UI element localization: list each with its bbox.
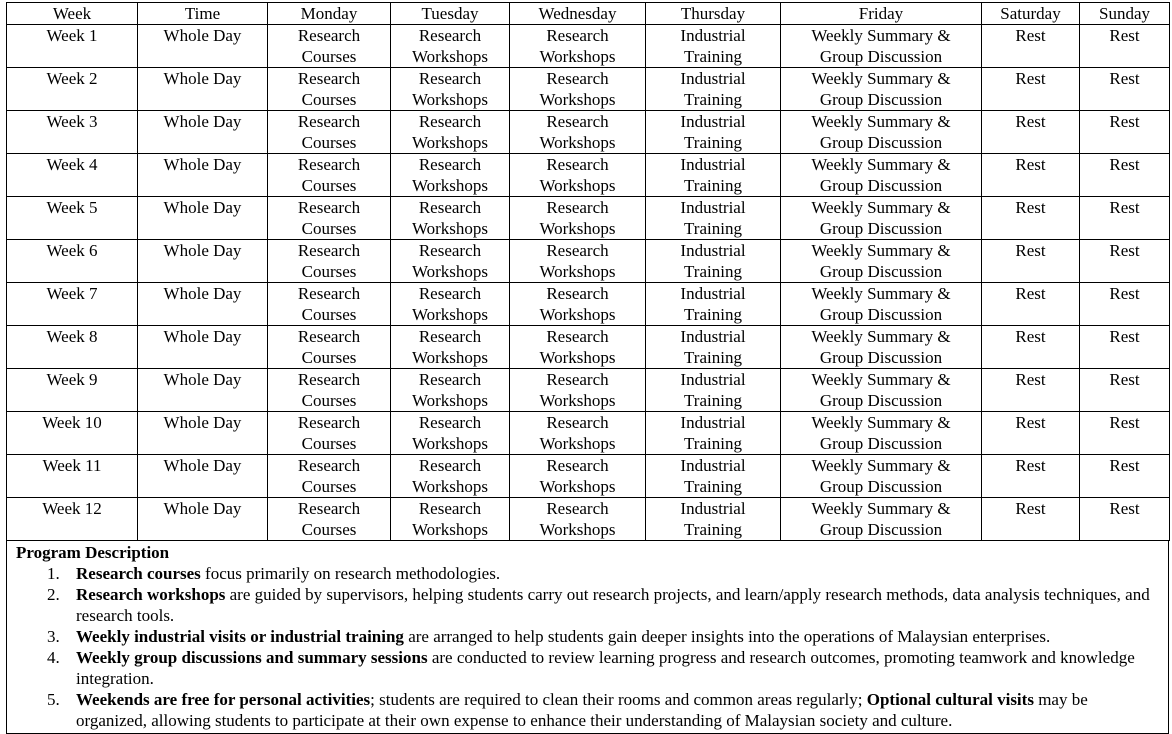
cell-time: Whole Day	[138, 412, 268, 455]
cell-time: Whole Day	[138, 25, 268, 68]
cell-wednesday	[510, 369, 646, 412]
cell-monday	[268, 455, 391, 498]
cell-wednesday	[510, 240, 646, 283]
cell-line: Workshops	[539, 176, 616, 195]
cell-monday	[268, 498, 391, 541]
item-text: focus primarily on research methodologies.	[200, 564, 501, 583]
cell-line: Group Discussion	[819, 47, 943, 66]
cell-sunday: Rest	[1080, 154, 1170, 197]
cell-line: Industrial	[680, 69, 746, 88]
item-number: 4.	[47, 648, 60, 667]
column-header-week: Week	[7, 3, 138, 25]
cell-week: Week 1	[7, 25, 138, 68]
table-row	[7, 68, 1170, 111]
cell-friday	[781, 68, 982, 111]
cell-thursday	[646, 154, 781, 197]
cell-saturday: Rest	[982, 412, 1080, 455]
cell-saturday: Rest	[982, 25, 1080, 68]
cell-line: Group Discussion	[819, 176, 943, 195]
cell-line: Industrial	[680, 370, 746, 389]
item-highlight: Weekly group discussions and summary sessions	[76, 648, 428, 667]
cell-line: Industrial	[680, 155, 746, 174]
cell-line: Research	[297, 327, 361, 346]
cell-line: Research	[418, 284, 482, 303]
cell-line: Training	[684, 520, 742, 539]
description-item	[7, 689, 1168, 731]
cell-tuesday	[391, 240, 510, 283]
item-text: may be organized, allowing students to participate at their own expense to enhance their understanding of Malaysian society and culture.	[76, 690, 1088, 730]
cell-saturday: Rest	[982, 240, 1080, 283]
cell-line: Workshops	[411, 348, 489, 367]
cell-line: Workshops	[539, 348, 616, 367]
cell-tuesday	[391, 455, 510, 498]
cell-saturday: Rest	[982, 154, 1080, 197]
cell-line: Research	[418, 241, 482, 260]
cell-line: Weekly Summary &	[811, 327, 951, 346]
cell-thursday	[646, 25, 781, 68]
cell-line: Workshops	[411, 90, 489, 109]
table-row	[7, 326, 1170, 369]
cell-saturday: Rest	[982, 68, 1080, 111]
cell-wednesday	[510, 283, 646, 326]
column-header-tuesday: Tuesday	[391, 3, 510, 25]
cell-monday	[268, 68, 391, 111]
cell-wednesday	[510, 68, 646, 111]
cell-line: Research	[297, 413, 361, 432]
cell-line: Industrial	[680, 26, 746, 45]
cell-line: Industrial	[680, 327, 746, 346]
cell-week: Week 4	[7, 154, 138, 197]
cell-time: Whole Day	[138, 498, 268, 541]
cell-line: Courses	[301, 219, 357, 238]
cell-friday	[781, 369, 982, 412]
cell-sunday: Rest	[1080, 25, 1170, 68]
cell-line: Weekly Summary &	[811, 284, 951, 303]
cell-line: Workshops	[411, 219, 489, 238]
cell-line: Training	[684, 262, 742, 281]
cell-time: Whole Day	[138, 240, 268, 283]
cell-line: Research	[546, 69, 609, 88]
cell-line: Courses	[301, 477, 357, 496]
table-row	[7, 197, 1170, 240]
cell-line: Research	[546, 327, 609, 346]
cell-wednesday	[510, 25, 646, 68]
cell-line: Weekly Summary &	[811, 69, 951, 88]
cell-line: Research	[418, 155, 482, 174]
cell-monday	[268, 111, 391, 154]
cell-line: Group Discussion	[819, 391, 943, 410]
cell-saturday: Rest	[982, 283, 1080, 326]
column-header-time: Time	[138, 3, 268, 25]
cell-week: Week 11	[7, 455, 138, 498]
schedule-document	[6, 2, 1169, 734]
cell-line: Workshops	[411, 47, 489, 66]
cell-line: Group Discussion	[819, 520, 943, 539]
cell-line: Research	[546, 26, 609, 45]
cell-line: Research	[297, 198, 361, 217]
cell-line: Industrial	[680, 241, 746, 260]
cell-line: Workshops	[539, 47, 616, 66]
cell-line: Workshops	[411, 391, 489, 410]
cell-thursday	[646, 369, 781, 412]
cell-line: Research	[418, 26, 482, 45]
cell-line: Workshops	[539, 262, 616, 281]
cell-line: Workshops	[411, 434, 489, 453]
cell-week: Week 5	[7, 197, 138, 240]
cell-tuesday	[391, 369, 510, 412]
cell-line: Weekly Summary &	[811, 499, 951, 518]
cell-line: Group Discussion	[819, 348, 943, 367]
cell-saturday: Rest	[982, 197, 1080, 240]
cell-line: Industrial	[680, 499, 746, 518]
cell-thursday	[646, 197, 781, 240]
column-header-friday: Friday	[781, 3, 982, 25]
cell-monday	[268, 154, 391, 197]
cell-saturday: Rest	[982, 369, 1080, 412]
item-highlight: Optional cultural visits	[866, 690, 1034, 709]
cell-tuesday	[391, 283, 510, 326]
cell-saturday: Rest	[982, 455, 1080, 498]
cell-friday	[781, 154, 982, 197]
cell-line: Workshops	[411, 520, 489, 539]
cell-line: Research	[546, 284, 609, 303]
cell-week: Week 7	[7, 283, 138, 326]
cell-tuesday	[391, 154, 510, 197]
cell-friday	[781, 412, 982, 455]
column-header-thursday: Thursday	[646, 3, 781, 25]
cell-week: Week 9	[7, 369, 138, 412]
cell-line: Workshops	[411, 305, 489, 324]
cell-tuesday	[391, 25, 510, 68]
cell-monday	[268, 369, 391, 412]
item-text: are arranged to help students gain deeper insights into the operations of Malaysian enterprises.	[403, 627, 1051, 646]
cell-line: Training	[684, 133, 742, 152]
cell-line: Group Discussion	[819, 305, 943, 324]
cell-week: Week 3	[7, 111, 138, 154]
cell-line: Research	[297, 112, 361, 131]
cell-line: Workshops	[539, 133, 616, 152]
item-highlight: Research courses	[76, 564, 201, 583]
cell-tuesday	[391, 111, 510, 154]
table-row	[7, 498, 1170, 541]
cell-thursday	[646, 283, 781, 326]
cell-line: Industrial	[680, 198, 746, 217]
cell-sunday: Rest	[1080, 197, 1170, 240]
cell-time: Whole Day	[138, 283, 268, 326]
table-row	[7, 240, 1170, 283]
cell-line: Workshops	[539, 520, 616, 539]
cell-tuesday	[391, 498, 510, 541]
cell-line: Weekly Summary &	[811, 370, 951, 389]
cell-line: Research	[546, 456, 609, 475]
cell-wednesday	[510, 326, 646, 369]
cell-line: Workshops	[539, 391, 616, 410]
cell-line: Industrial	[680, 112, 746, 131]
cell-friday	[781, 455, 982, 498]
cell-line: Research	[546, 241, 609, 260]
cell-line: Workshops	[539, 305, 616, 324]
cell-line: Workshops	[539, 90, 616, 109]
cell-line: Courses	[301, 520, 357, 539]
cell-line: Group Discussion	[819, 90, 943, 109]
column-header-sunday: Sunday	[1080, 3, 1170, 25]
cell-line: Industrial	[680, 284, 746, 303]
item-text: ; students are required to clean their rooms and common areas regularly;	[370, 690, 867, 709]
cell-line: Research	[418, 112, 482, 131]
cell-line: Research	[418, 370, 482, 389]
cell-line: Research	[297, 69, 361, 88]
cell-line: Weekly Summary &	[811, 413, 951, 432]
cell-line: Training	[684, 90, 742, 109]
item-text: are guided by supervisors, helping students carry out research projects, and learn/apply research methods, data analysis techniques, and research tools.	[76, 585, 1150, 625]
cell-line: Industrial	[680, 413, 746, 432]
cell-line: Courses	[301, 391, 357, 410]
cell-tuesday	[391, 68, 510, 111]
cell-monday	[268, 25, 391, 68]
table-body	[7, 25, 1170, 541]
cell-friday	[781, 111, 982, 154]
cell-line: Courses	[301, 47, 357, 66]
cell-week: Week 10	[7, 412, 138, 455]
cell-line: Training	[684, 434, 742, 453]
cell-time: Whole Day	[138, 111, 268, 154]
cell-line: Workshops	[411, 262, 489, 281]
cell-thursday	[646, 111, 781, 154]
cell-wednesday	[510, 154, 646, 197]
cell-monday	[268, 412, 391, 455]
cell-line: Research	[418, 327, 482, 346]
item-highlight: Research workshops	[76, 585, 226, 604]
cell-friday	[781, 498, 982, 541]
table-row	[7, 283, 1170, 326]
cell-line: Training	[684, 348, 742, 367]
cell-thursday	[646, 498, 781, 541]
cell-thursday	[646, 326, 781, 369]
description-item	[7, 584, 1168, 626]
cell-friday	[781, 326, 982, 369]
cell-sunday: Rest	[1080, 369, 1170, 412]
description-item	[7, 647, 1168, 689]
cell-line: Research	[546, 155, 609, 174]
cell-line: Research	[418, 499, 482, 518]
table-row	[7, 111, 1170, 154]
cell-line: Research	[297, 26, 361, 45]
column-header-wednesday: Wednesday	[510, 3, 646, 25]
cell-wednesday	[510, 412, 646, 455]
cell-monday	[268, 240, 391, 283]
cell-sunday: Rest	[1080, 283, 1170, 326]
cell-line: Training	[684, 47, 742, 66]
table-row	[7, 369, 1170, 412]
cell-line: Research	[418, 69, 482, 88]
item-highlight: Weekly industrial visits or industrial training	[76, 627, 404, 646]
column-header-saturday: Saturday	[982, 3, 1080, 25]
cell-friday	[781, 25, 982, 68]
cell-line: Industrial	[680, 456, 746, 475]
cell-time: Whole Day	[138, 326, 268, 369]
cell-line: Workshops	[539, 434, 616, 453]
cell-wednesday	[510, 498, 646, 541]
cell-line: Research	[297, 456, 361, 475]
description-title: Program Description	[16, 543, 170, 562]
cell-monday	[268, 283, 391, 326]
cell-line: Research	[418, 456, 482, 475]
cell-line: Research	[297, 284, 361, 303]
table-row	[7, 25, 1170, 68]
cell-thursday	[646, 412, 781, 455]
description-list	[7, 563, 1168, 731]
cell-line: Workshops	[539, 477, 616, 496]
cell-line: Courses	[301, 434, 357, 453]
cell-line: Weekly Summary &	[811, 26, 951, 45]
table-row	[7, 455, 1170, 498]
item-number: 3.	[47, 627, 60, 646]
cell-wednesday	[510, 111, 646, 154]
item-text: are conducted to review learning progress and research outcomes, promoting teamwork and knowledge integration.	[76, 648, 1135, 688]
cell-thursday	[646, 68, 781, 111]
item-number: 5.	[47, 690, 60, 709]
cell-sunday: Rest	[1080, 412, 1170, 455]
cell-time: Whole Day	[138, 369, 268, 412]
cell-line: Courses	[301, 176, 357, 195]
cell-line: Weekly Summary &	[811, 112, 951, 131]
cell-line: Workshops	[539, 219, 616, 238]
cell-sunday: Rest	[1080, 455, 1170, 498]
description-item	[7, 626, 1168, 647]
table-row	[7, 154, 1170, 197]
cell-line: Weekly Summary &	[811, 241, 951, 260]
item-number: 2.	[47, 585, 60, 604]
cell-line: Group Discussion	[819, 262, 943, 281]
cell-time: Whole Day	[138, 68, 268, 111]
cell-monday	[268, 197, 391, 240]
cell-line: Group Discussion	[819, 133, 943, 152]
cell-line: Research	[546, 198, 609, 217]
cell-sunday: Rest	[1080, 68, 1170, 111]
cell-line: Research	[297, 499, 361, 518]
cell-line: Group Discussion	[819, 219, 943, 238]
cell-line: Research	[297, 155, 361, 174]
cell-line: Courses	[301, 133, 357, 152]
cell-line: Workshops	[411, 176, 489, 195]
cell-friday	[781, 283, 982, 326]
cell-time: Whole Day	[138, 154, 268, 197]
cell-monday	[268, 326, 391, 369]
cell-saturday: Rest	[982, 111, 1080, 154]
cell-time: Whole Day	[138, 455, 268, 498]
item-highlight: Weekends are free for personal activities	[76, 690, 371, 709]
cell-week: Week 12	[7, 498, 138, 541]
cell-friday	[781, 197, 982, 240]
cell-line: Weekly Summary &	[811, 456, 951, 475]
cell-friday	[781, 240, 982, 283]
cell-sunday: Rest	[1080, 326, 1170, 369]
cell-week: Week 2	[7, 68, 138, 111]
cell-line: Research	[297, 241, 361, 260]
table-row	[7, 412, 1170, 455]
cell-line: Training	[684, 176, 742, 195]
cell-line: Courses	[301, 262, 357, 281]
cell-tuesday	[391, 412, 510, 455]
cell-line: Research	[546, 370, 609, 389]
column-header-monday: Monday	[268, 3, 391, 25]
cell-wednesday	[510, 197, 646, 240]
cell-line: Courses	[301, 305, 357, 324]
cell-sunday: Rest	[1080, 111, 1170, 154]
cell-line: Training	[684, 477, 742, 496]
cell-line: Research	[546, 499, 609, 518]
cell-line: Weekly Summary &	[811, 198, 951, 217]
cell-week: Week 6	[7, 240, 138, 283]
cell-line: Research	[418, 413, 482, 432]
cell-line: Research	[546, 413, 609, 432]
table-header-row	[7, 3, 1170, 25]
cell-line: Research	[297, 370, 361, 389]
cell-line: Research	[418, 198, 482, 217]
cell-tuesday	[391, 197, 510, 240]
cell-line: Training	[684, 219, 742, 238]
weekly-schedule-table	[6, 2, 1170, 541]
cell-tuesday	[391, 326, 510, 369]
description-item	[7, 563, 1168, 584]
cell-line: Courses	[301, 348, 357, 367]
cell-line: Research	[546, 112, 609, 131]
cell-line: Training	[684, 305, 742, 324]
cell-line: Group Discussion	[819, 434, 943, 453]
cell-line: Group Discussion	[819, 477, 943, 496]
program-description	[6, 541, 1169, 734]
cell-line: Weekly Summary &	[811, 155, 951, 174]
cell-saturday: Rest	[982, 326, 1080, 369]
cell-time: Whole Day	[138, 197, 268, 240]
cell-thursday	[646, 455, 781, 498]
cell-wednesday	[510, 455, 646, 498]
cell-saturday: Rest	[982, 498, 1080, 541]
cell-sunday: Rest	[1080, 498, 1170, 541]
cell-sunday: Rest	[1080, 240, 1170, 283]
cell-line: Workshops	[411, 477, 489, 496]
cell-line: Courses	[301, 90, 357, 109]
cell-thursday	[646, 240, 781, 283]
cell-line: Training	[684, 391, 742, 410]
cell-line: Workshops	[411, 133, 489, 152]
cell-week: Week 8	[7, 326, 138, 369]
item-number: 1.	[47, 564, 60, 583]
